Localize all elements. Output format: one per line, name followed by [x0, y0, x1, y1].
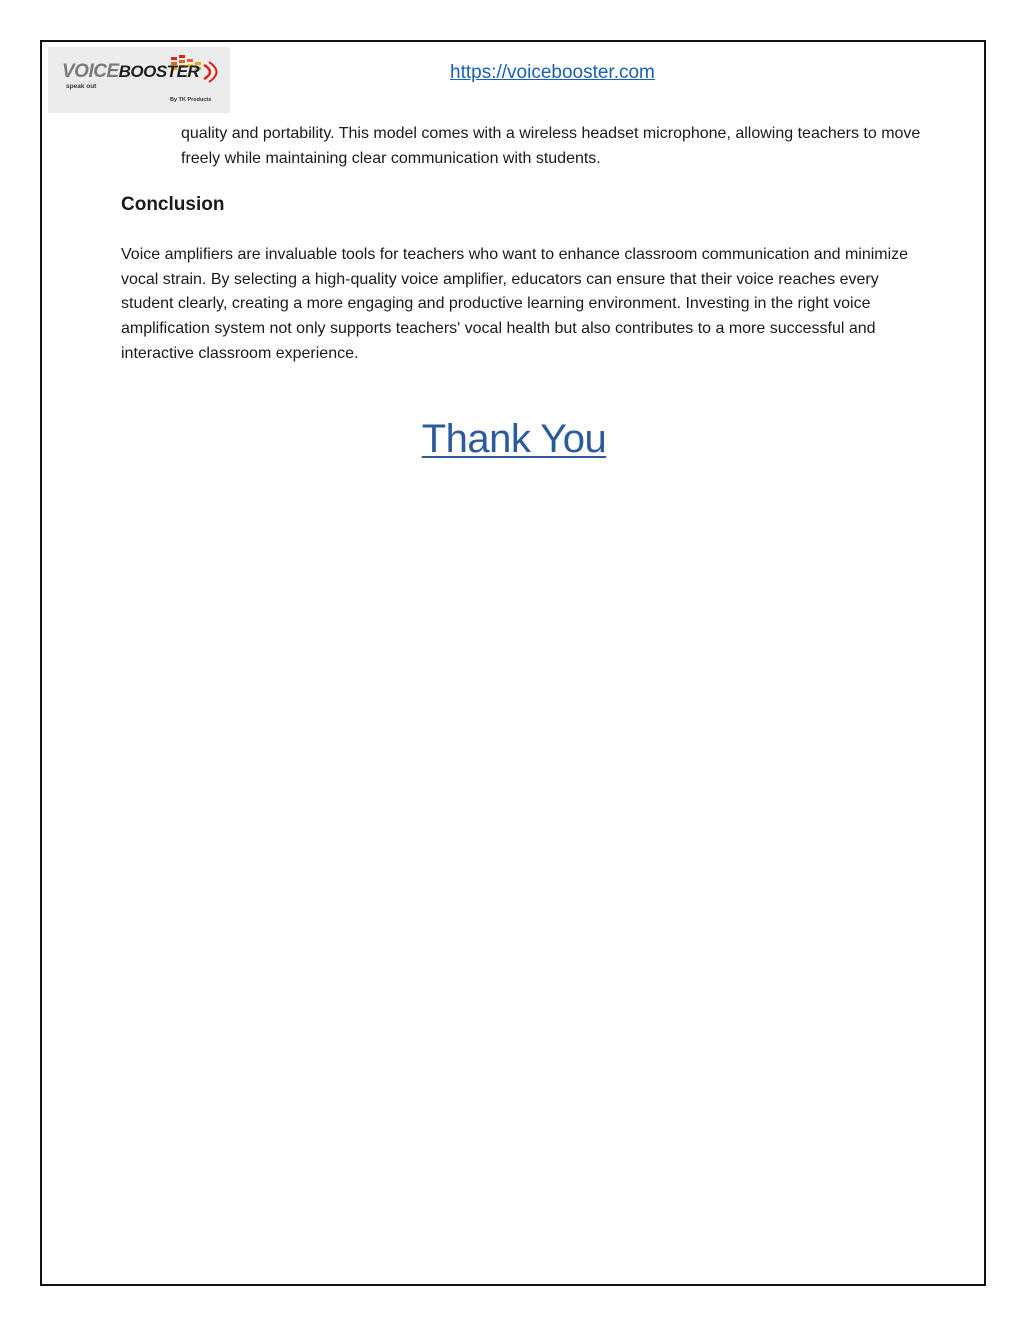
- voicebooster-logo[interactable]: [48, 47, 230, 113]
- conclusion-paragraph: Voice amplifiers are invaluable tools for teachers who want to enhance classroom communication and minimize vocal strain. By selecting a high-quality voice amplifier, educators can ensure that their voice reaches every student clearly, creating a more engaging and productive learning environment. Investing in the right voice amplification system not only supports teachers' vocal health but also contributes to a more successful and interactive classroom experience.: [121, 246, 909, 362]
- thank-you-heading: [0, 417, 1024, 462]
- page-border: [40, 40, 986, 1286]
- conclusion-heading: Conclusion: [121, 194, 225, 215]
- logo-wordmark: [62, 61, 199, 83]
- continued-paragraph: quality and portability. This model comes with a wireless headset microphone, allowing teachers to move freely while maintaining clear communication with students.: [181, 125, 921, 167]
- logo-word-booster: BOOSTER: [118, 62, 200, 81]
- logo-byline: By TK Products: [170, 97, 212, 103]
- logo-tagline: speak out: [66, 83, 97, 90]
- logo-word-voice: VOICE: [62, 61, 119, 82]
- logo-sound-wave-icon: [200, 59, 226, 85]
- thank-you-text: Thank You: [421, 417, 607, 461]
- website-link[interactable]: https://voicebooster.com: [450, 62, 655, 83]
